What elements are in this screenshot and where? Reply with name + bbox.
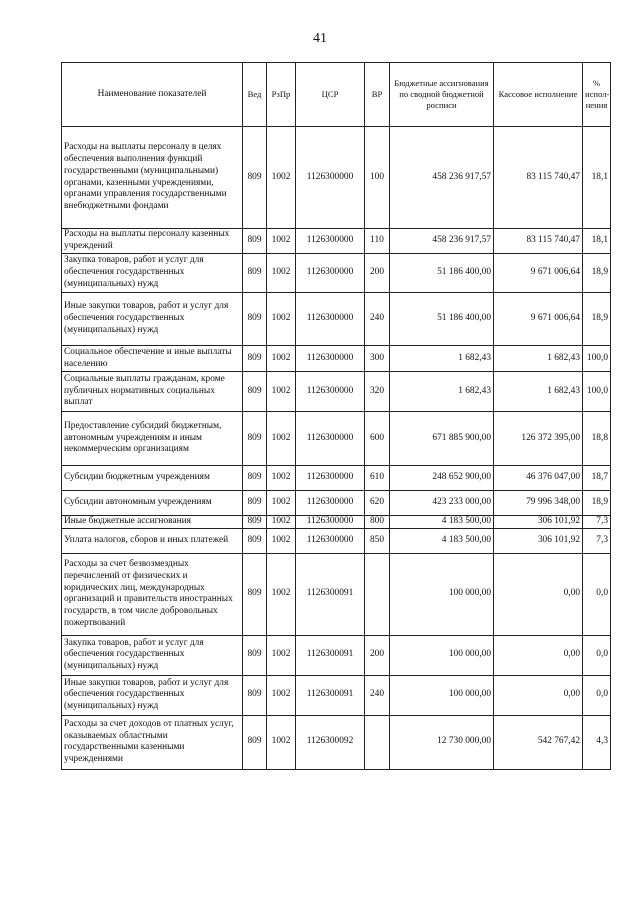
cell-budget: 51 186 400,00 [390,293,494,346]
cell-cash: 79 996 348,00 [494,491,583,516]
page-number: 41 [313,31,327,46]
cell-percent: 0,0 [583,635,611,675]
cell-csr: 1126300091 [296,675,365,715]
cell-vr: 240 [365,675,390,715]
header-ved: Вед [243,63,267,127]
cell-budget: 458 236 917,57 [390,127,494,229]
cell-budget: 4 183 500,00 [390,516,494,529]
header-name: Наименование показателей [62,63,243,127]
cell-percent: 100,0 [583,346,611,372]
cell-budget: 51 186 400,00 [390,254,494,293]
cell-name: Расходы на выплаты персоналу в целях обеспечения выполнения функций государственными (муниципальными) органами, казенными учреждениями, органами управления государственными внебюджетными фондами [62,127,243,229]
cell-ved: 809 [243,346,267,372]
header-rzpr: РзПр [267,63,296,127]
header-budget: Бюджетные ассигнования по сводной бюджетной росписи [390,63,494,127]
cell-rzpr: 1002 [267,372,296,412]
cell-name: Субсидии автономным учреждениям [62,491,243,516]
cell-cash: 306 101,92 [494,516,583,529]
cell-csr: 1126300000 [296,491,365,516]
cell-percent: 18,9 [583,293,611,346]
cell-percent: 18,8 [583,412,611,466]
cell-csr: 1126300000 [296,528,365,553]
table-body [62,127,611,770]
table-row [62,675,611,715]
cell-rzpr: 1002 [267,675,296,715]
cell-rzpr: 1002 [267,293,296,346]
cell-percent: 100,0 [583,372,611,412]
cell-rzpr: 1002 [267,346,296,372]
cell-vr: 800 [365,516,390,529]
cell-cash: 542 767,42 [494,715,583,769]
cell-name: Закупка товаров, работ и услуг для обеспечения государственных (муниципальных) нужд [62,635,243,675]
cell-budget: 4 183 500,00 [390,528,494,553]
table-row [62,372,611,412]
cell-name: Социальное обеспечение и иные выплаты населению [62,346,243,372]
cell-name: Расходы за счет безвозмездных перечислений от физических и юридических лиц, международных организаций и правительств иностранных государств, в том числе добровольных пожертвований [62,553,243,635]
cell-rzpr: 1002 [267,516,296,529]
cell-cash: 1 682,43 [494,372,583,412]
cell-csr: 1126300000 [296,346,365,372]
cell-name: Уплата налогов, сборов и иных платежей [62,528,243,553]
cell-ved: 809 [243,466,267,491]
table-row [62,466,611,491]
table-row [62,715,611,769]
cell-csr: 1126300092 [296,715,365,769]
cell-csr: 1126300000 [296,229,365,254]
cell-budget: 100 000,00 [390,635,494,675]
cell-cash: 0,00 [494,553,583,635]
table-row [62,254,611,293]
cell-vr [365,715,390,769]
table-row [62,293,611,346]
cell-ved: 809 [243,516,267,529]
cell-budget: 423 233 000,00 [390,491,494,516]
cell-name: Расходы за счет доходов от платных услуг, оказываемых областными государственными казенными учреждениями [62,715,243,769]
cell-vr: 600 [365,412,390,466]
header-vr: ВР [365,63,390,127]
header-csr: ЦСР [296,63,365,127]
cell-rzpr: 1002 [267,553,296,635]
cell-cash: 9 671 006,64 [494,254,583,293]
cell-name: Иные бюджетные ассигнования [62,516,243,529]
cell-ved: 809 [243,412,267,466]
cell-rzpr: 1002 [267,491,296,516]
cell-ved: 809 [243,229,267,254]
cell-cash: 0,00 [494,635,583,675]
table-row [62,491,611,516]
cell-budget: 12 730 000,00 [390,715,494,769]
cell-rzpr: 1002 [267,528,296,553]
cell-cash: 1 682,43 [494,346,583,372]
cell-vr: 610 [365,466,390,491]
cell-percent: 7,3 [583,528,611,553]
cell-csr: 1126300000 [296,412,365,466]
cell-percent: 4,3 [583,715,611,769]
cell-cash: 83 115 740,47 [494,127,583,229]
cell-name: Субсидии бюджетным учреждениям [62,466,243,491]
cell-vr: 300 [365,346,390,372]
cell-vr [365,553,390,635]
cell-budget: 458 236 917,57 [390,229,494,254]
table-row [62,553,611,635]
cell-percent: 0,0 [583,675,611,715]
cell-budget: 671 885 900,00 [390,412,494,466]
table-row [62,229,611,254]
cell-name: Расходы на выплаты персоналу казенных учреждений [62,229,243,254]
cell-rzpr: 1002 [267,466,296,491]
table-row [62,127,611,229]
cell-cash: 126 372 395,00 [494,412,583,466]
cell-rzpr: 1002 [267,412,296,466]
cell-vr: 620 [365,491,390,516]
cell-cash: 83 115 740,47 [494,229,583,254]
table-row [62,635,611,675]
cell-percent: 18,7 [583,466,611,491]
cell-rzpr: 1002 [267,715,296,769]
cell-ved: 809 [243,491,267,516]
cell-cash: 9 671 006,64 [494,293,583,346]
cell-name: Социальные выплаты гражданам, кроме публичных нормативных социальных выплат [62,372,243,412]
cell-rzpr: 1002 [267,254,296,293]
cell-csr: 1126300000 [296,254,365,293]
cell-percent: 18,9 [583,254,611,293]
cell-vr: 320 [365,372,390,412]
cell-name: Иные закупки товаров, работ и услуг для обеспечения государственных (муниципальных) нужд [62,675,243,715]
cell-ved: 809 [243,635,267,675]
table-row [62,346,611,372]
cell-ved: 809 [243,372,267,412]
cell-ved: 809 [243,127,267,229]
header-cash: Кассовое исполнение [494,63,583,127]
cell-percent: 7,3 [583,516,611,529]
cell-ved: 809 [243,528,267,553]
cell-ved: 809 [243,715,267,769]
cell-csr: 1126300000 [296,466,365,491]
cell-name: Иные закупки товаров, работ и услуг для обеспечения государственных (муниципальных) нужд [62,293,243,346]
cell-rzpr: 1002 [267,229,296,254]
cell-cash: 306 101,92 [494,528,583,553]
table-row [62,412,611,466]
cell-ved: 809 [243,553,267,635]
cell-csr: 1126300000 [296,127,365,229]
table-row [62,528,611,553]
cell-percent: 18,1 [583,127,611,229]
cell-vr: 240 [365,293,390,346]
cell-csr: 1126300091 [296,635,365,675]
cell-csr: 1126300000 [296,516,365,529]
cell-vr: 200 [365,635,390,675]
cell-percent: 18,9 [583,491,611,516]
cell-csr: 1126300000 [296,372,365,412]
budget-execution-table [61,62,611,770]
table-row [62,516,611,529]
table-header-row [62,63,611,127]
cell-ved: 809 [243,254,267,293]
cell-rzpr: 1002 [267,127,296,229]
cell-budget: 1 682,43 [390,346,494,372]
cell-vr: 110 [365,229,390,254]
cell-cash: 0,00 [494,675,583,715]
cell-ved: 809 [243,675,267,715]
cell-percent: 0,0 [583,553,611,635]
cell-cash: 46 376 047,00 [494,466,583,491]
cell-vr: 200 [365,254,390,293]
cell-budget: 248 652 900,00 [390,466,494,491]
cell-budget: 100 000,00 [390,675,494,715]
cell-budget: 100 000,00 [390,553,494,635]
cell-ved: 809 [243,293,267,346]
cell-budget: 1 682,43 [390,372,494,412]
cell-rzpr: 1002 [267,635,296,675]
cell-vr: 850 [365,528,390,553]
cell-csr: 1126300000 [296,293,365,346]
cell-csr: 1126300091 [296,553,365,635]
header-percent: % испол-нения [583,63,611,127]
cell-vr: 100 [365,127,390,229]
cell-name: Закупка товаров, работ и услуг для обеспечения государственных (муниципальных) нужд [62,254,243,293]
cell-name: Предоставление субсидий бюджетным, автономным учреждениям и иным некоммерческим организациям [62,412,243,466]
cell-percent: 18,1 [583,229,611,254]
